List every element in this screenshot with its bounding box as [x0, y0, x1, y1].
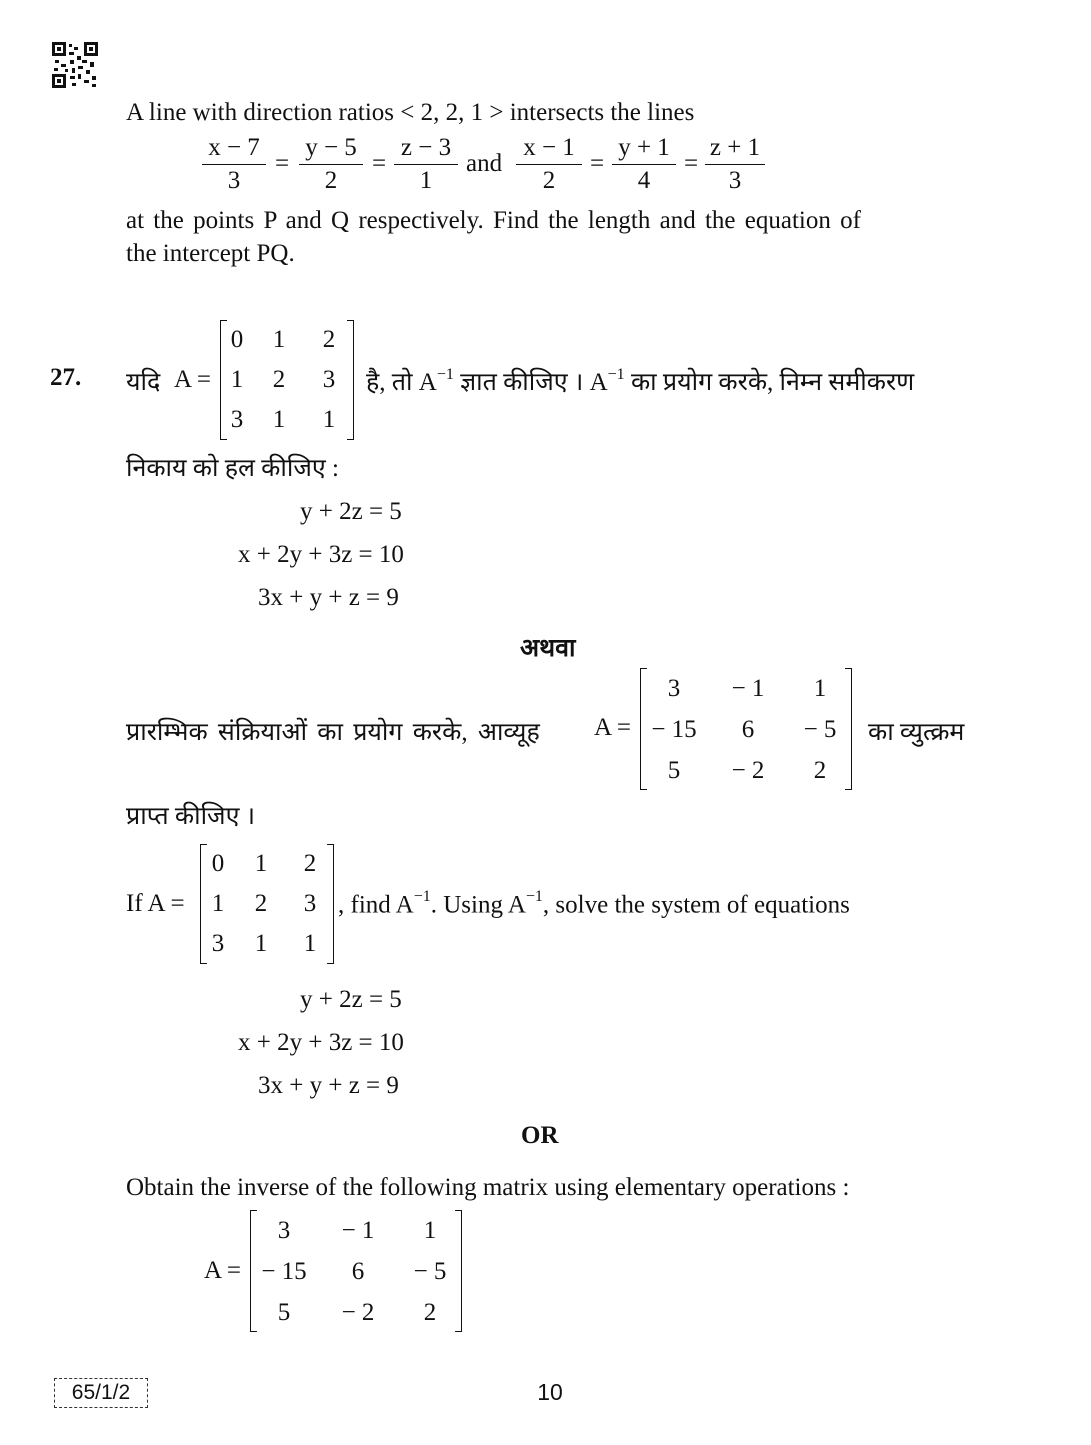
paper-code: 65/1/2 — [54, 1378, 148, 1408]
english-text: , find $A^{-1}$. Using $A^{-1}$, solve the system of equations — [338, 888, 850, 919]
equation: x + 2y + 3z = 10 — [238, 1029, 404, 1056]
hindi-text: निकाय को हल कीजिए : — [126, 455, 339, 482]
matrix-a-or: 3 − 1 1 − 15 6 − 5 5 − 2 2 — [640, 668, 852, 790]
intro-line: A line with direction ratios < 2, 2, 1 > intersects the lines — [126, 99, 695, 126]
english-text: If A = — [126, 890, 185, 917]
matrix-a-or-english: 3 − 1 1 − 15 6 − 5 5 − 2 2 — [250, 1210, 462, 1332]
equation: 3x + y + z = 9 — [258, 584, 399, 611]
equals-sign: = — [684, 150, 699, 177]
fraction: y − 5 2 — [297, 132, 365, 197]
matrix-label: A = — [204, 1257, 242, 1284]
hindi-text: है, तो $A^{-1}$ ज्ञात कीजिए । $A^{-1}$ का प्रयोग करके, निम्न समीकरण — [366, 365, 915, 396]
matrix-label: A = — [174, 366, 212, 393]
equals-sign: = — [590, 150, 605, 177]
hindi-text: यदि — [126, 369, 161, 396]
fraction: z + 1 3 — [703, 132, 767, 197]
equals-sign: = — [372, 150, 387, 177]
and-word: and — [466, 150, 503, 177]
matrix-a: 0 1 2 1 2 3 3 1 1 — [220, 320, 354, 440]
fraction: x − 7 3 — [200, 132, 268, 197]
hindi-text: प्रारम्भिक संक्रियाओं का प्रयोग करके, आव्यूह — [126, 719, 540, 746]
fraction: y + 1 4 — [610, 132, 678, 197]
equation: x + 2y + 3z = 10 — [238, 541, 404, 568]
page-number: 10 — [537, 1379, 563, 1405]
question-number: 27. — [50, 364, 82, 391]
intro-line: at the points P and Q respectively. Find the length and the equation of — [126, 207, 861, 234]
equation: y + 2z = 5 — [300, 986, 402, 1013]
equals-sign: = — [275, 150, 290, 177]
or-heading-hindi: अथवा — [520, 635, 576, 662]
matrix-label: A = — [594, 714, 632, 741]
hindi-text: प्राप्त कीजिए । — [126, 803, 256, 830]
intro-line: the intercept PQ. — [126, 240, 295, 267]
matrix-a-english: 0 1 2 1 2 3 3 1 1 — [200, 844, 334, 964]
or-heading: OR — [521, 1122, 559, 1149]
fraction: z − 3 1 — [392, 132, 460, 197]
equation: 3x + y + z = 9 — [258, 1072, 399, 1099]
fraction: x − 1 2 — [514, 132, 584, 197]
qr-code-icon — [52, 42, 98, 88]
hindi-text: का व्युत्क्रम — [868, 719, 965, 746]
english-text: Obtain the inverse of the following matrix using elementary operations : — [126, 1174, 850, 1201]
equation: y + 2z = 5 — [300, 498, 402, 525]
